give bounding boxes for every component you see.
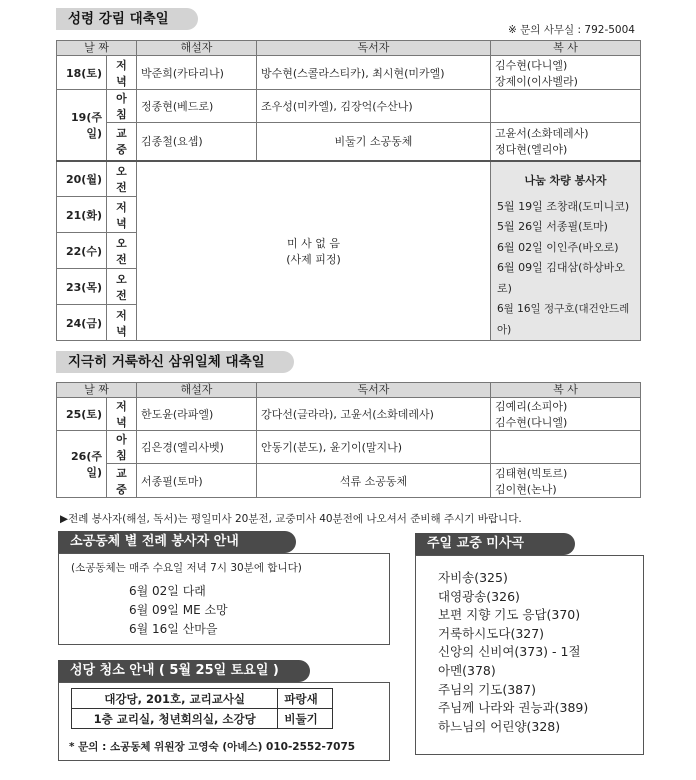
table-row (57, 431, 641, 464)
date-cell: 25(토) (57, 398, 107, 431)
reader-cell: 방수현(스콜라스티카), 최시현(미카엘) (257, 56, 491, 90)
date-cell: 23(목) (57, 269, 107, 305)
table-row (72, 689, 333, 709)
table-row (57, 398, 641, 431)
small-community-note: (소공동체는 매주 수요일 저녁 7시 30분에 합니다) (71, 562, 302, 574)
server-name: 장제이(이사벨라) (495, 74, 578, 88)
time-cell: 교중 (107, 464, 137, 498)
server-cell (491, 431, 641, 464)
trinity-table (56, 382, 641, 498)
pentecost-title: 성령 강림 대축일 (56, 8, 198, 30)
server-cell (491, 90, 641, 123)
cleaning-title: 성당 청소 안내 ( 5월 25일 토요일 ) (58, 660, 310, 682)
hymn-item: 하느님의 어린양(328) (438, 718, 561, 734)
server-cell (491, 464, 641, 498)
time-cell: 오전 (107, 233, 137, 269)
small-community-title: 소공동체 별 전례 봉사자 안내 (58, 531, 296, 553)
time-cell: 저녁 (107, 398, 137, 431)
server-cell (491, 123, 641, 161)
time-cell: 오전 (107, 161, 137, 197)
cleaning-group: 파랑새 (278, 689, 333, 709)
hymn-item: 대영광송(326) (438, 588, 520, 604)
header-reader: 독서자 (257, 41, 491, 56)
sharing-item: 6월 09일 김대삼(하상바오로) (497, 261, 625, 295)
server-name: 고윤서(소화데레사) (495, 127, 589, 141)
cleaning-box (58, 682, 390, 761)
time-cell: 아침 (107, 431, 137, 464)
table-row (57, 464, 641, 498)
cleaning-table (71, 688, 333, 729)
hymn-item: 주님께 나라와 권능과(389) (438, 700, 589, 716)
reader-cell: 조우성(미카엘), 김장억(수산나) (257, 90, 491, 123)
server-name: 김수현(다니엘) (495, 58, 568, 72)
hymn-item: 거룩하시도다(327) (438, 625, 545, 641)
small-community-item: 6월 16일 산마을 (129, 622, 218, 636)
sharing-title: 나눔 차량 봉사자 (524, 173, 607, 187)
sharing-panel (491, 161, 641, 341)
date-cell: 20(월) (57, 161, 107, 197)
date-cell: 21(화) (57, 197, 107, 233)
pentecost-table (56, 40, 641, 341)
table-row (57, 161, 641, 197)
hymn-item: 신앙의 신비여(373) - 1절 (438, 644, 581, 660)
reader-cell: 안동기(분도), 윤기이(말지나) (257, 431, 491, 464)
header-commentator: 해설자 (137, 383, 257, 398)
sharing-item: 6월 16일 정구호(대건안드레아) (497, 303, 630, 336)
date-cell: 18(토) (57, 56, 107, 90)
server-name: 김수현(다니엘) (495, 416, 568, 429)
commentator-cell: 한도윤(라파엘) (137, 398, 257, 431)
time-cell: 교중 (107, 123, 137, 161)
sharing-item: 6월 02일 이인주(바오로) (497, 240, 619, 254)
time-cell: 저녁 (107, 197, 137, 233)
commentator-cell: 정종현(베드로) (137, 90, 257, 123)
reader-cell: 강다선(글라라), 고윤서(소화데레사) (257, 398, 491, 431)
date-cell: 24(금) (57, 305, 107, 341)
header-date: 날 짜 (57, 383, 137, 398)
sharing-item: 5월 26일 서종필(토마) (497, 220, 608, 233)
commentator-cell: 김은경(엘리사벳) (137, 431, 257, 464)
header-server: 복 사 (491, 41, 641, 56)
hymn-item: 자비송(325) (438, 570, 508, 585)
sharing-item: 5월 19일 조창래(도미니코) (497, 199, 630, 213)
office-inquiry: ※ 문의 사무실 : 792-5004 (508, 24, 635, 36)
date-cell: 22(수) (57, 233, 107, 269)
hymn-item: 아멘(378) (438, 663, 496, 678)
no-mass-text: 미 사 없 음 (287, 236, 340, 250)
hymns-title: 주일 교중 미사곡 (415, 533, 575, 555)
server-cell (491, 56, 641, 90)
reader-cell: 비둘기 소공동체 (257, 123, 491, 161)
date-cell: 19(주일) (57, 90, 107, 161)
no-mass-reason: (사제 피정) (286, 252, 341, 266)
commentator-cell: 박준희(카타리나) (137, 56, 257, 90)
reader-cell: 석류 소공동체 (257, 464, 491, 498)
small-community-box (58, 553, 390, 645)
table-row (57, 90, 641, 123)
table-row (57, 56, 641, 90)
cleaning-place: 대강당, 201호, 교리교사실 (72, 689, 278, 709)
header-reader: 독서자 (257, 383, 491, 398)
header-date: 날 짜 (57, 41, 137, 56)
time-cell: 오전 (107, 269, 137, 305)
server-name: 김태현(빅토르) (495, 466, 568, 480)
time-cell: 아침 (107, 90, 137, 123)
cleaning-group: 비둘기 (278, 709, 333, 729)
small-community-item: 6월 02일 다래 (129, 584, 206, 598)
table-row (57, 123, 641, 161)
server-name: 정다현(엘리야) (495, 143, 568, 157)
commentator-cell: 김종철(요셉) (137, 123, 257, 161)
server-cell (491, 398, 641, 431)
small-community-item: 6월 09일 ME 소망 (129, 603, 228, 617)
cleaning-place: 1층 교리실, 청년회의실, 소강당 (72, 709, 278, 729)
date-cell: 26(주일) (57, 431, 107, 498)
cleaning-contact: * 문의 : 소공동체 위원장 고영숙 (아녜스) 010-2552-7075 (69, 741, 356, 753)
commentator-cell: 서종필(토마) (137, 464, 257, 498)
hymn-item: 보편 지향 기도 응답(370) (438, 607, 581, 623)
liturgy-footnote: ▶전례 봉사자(해설, 독서)는 평일미사 20분전, 교중미사 40분전에 나오셔서 준비해 주시기 바랍니다. (60, 513, 522, 525)
trinity-title: 지극히 거룩하신 삼위일체 대축일 (56, 351, 294, 373)
header-commentator: 해설자 (137, 41, 257, 56)
hymn-item: 주님의 기도(387) (438, 681, 536, 697)
time-cell: 저녁 (107, 305, 137, 341)
hymns-box (415, 555, 644, 755)
table-row (72, 709, 333, 729)
server-name: 김예리(소피아) (495, 400, 568, 413)
no-mass-cell (137, 161, 491, 341)
header-server: 복 사 (491, 383, 641, 398)
server-name: 김이현(논나) (495, 482, 557, 496)
time-cell: 저녁 (107, 56, 137, 90)
